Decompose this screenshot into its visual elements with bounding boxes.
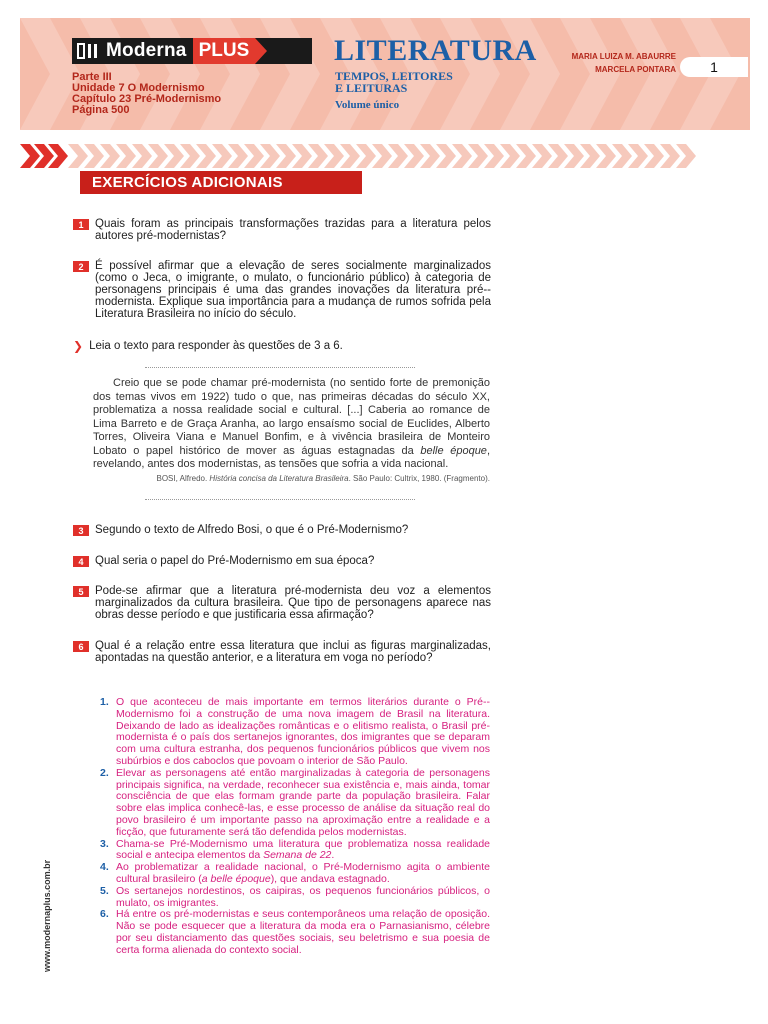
question-number: 5 <box>73 586 89 597</box>
logo-text: Moderna <box>106 40 187 61</box>
author-2: MARCELA PONTARA <box>595 65 676 74</box>
question-text: É possível afirmar que a elevação de seres socialmente marginalizados (como o Jeca, o imigrante, o mulato, o funcionário público) à categoria de personagens principais é uma das grandes inovações da literatura pré--modernista. Explique sua importância para a mudança de rumos sofrida pela Literatura Brasileira no início do século. <box>95 260 491 320</box>
crumb-page: Página 500 <box>72 104 130 116</box>
subtitle-line-1: TEMPOS, LEITORES <box>335 69 453 83</box>
answer-4-part-b: ), que andava estagnado. <box>270 872 390 885</box>
answer-text: Os sertanejos nordestinos, os caipiras, os pequenos funcionários públicos, o mulato, os imigrantes. <box>116 884 490 909</box>
answer-text: O que aconteceu de mais importante em termos literários durante o Pré--Modernismo foi a construção de uma nova imagem de Brasil na literatura. Deixando de lado as idealizações românticas e o elitismo realista, o Brasil pré-modernista é o país dos sertanejos ignorantes, dos imigrantes que se deparam com uma cultura estranha, dos pequenos funcionários públicos que vivem nos subúrbios e dos caboclos que povoam o interior de São Paulo. <box>116 696 490 767</box>
answer-2 <box>100 768 490 839</box>
book-title: LITERATURA <box>334 34 537 67</box>
section-chevron-strip <box>20 144 710 173</box>
question-text: Pode-se afirmar que a literatura pré-modernista deu voz a elementos marginalizados da cultura brasileira. Que tipo de personagens aparece nas obras desse período e que justificaria essa afirmação? <box>95 585 491 621</box>
quote-source <box>93 474 490 483</box>
question-number: 6 <box>73 641 89 652</box>
quote-part-1: Creio que se pode chamar pré-modernista (no sentido forte de premonição dos temas vivos em 1922) tudo o que, nas primeiras décadas do século XX, problematiza a nossa realidade social e cultural. [...] Caberia ao romance de Lima Barreto e de Graça Aranha, ao largo ensaísmo social de Euclides, Alberto Torres, Oliveira Viana e Manuel Bonfim, e à vivência brasileira de Monteiro Lobato o papel histórico de mover as águas estagnadas da <box>93 377 490 457</box>
question-3 <box>73 524 491 536</box>
answer-3-part-a: Chama-se Pré-Modernismo uma literatura que problematiza nossa realidade social e antecipa elementos da <box>116 837 490 862</box>
quoted-text <box>93 377 490 472</box>
quote-part-2: , revelando, antes dos modernistas, as tensões que sofria a vida nacional. <box>93 444 490 470</box>
source-rest: . São Paulo: Cultrix, 1980. (Fragmento). <box>348 474 490 483</box>
question-text: Segundo o texto de Alfredo Bosi, o que é o Pré-Modernismo? <box>95 524 409 536</box>
answer-number: 5. <box>100 884 109 897</box>
answer-1 <box>100 697 490 768</box>
author-1: MARIA LUIZA M. ABAURRE <box>571 52 676 61</box>
question-text: Qual seria o papel do Pré-Modernismo em sua época? <box>95 555 375 567</box>
source-title: História concisa da Literatura Brasileira <box>209 474 349 483</box>
subtitle-line-2: E LEITURAS <box>335 81 408 95</box>
page-number: 1 <box>680 57 748 77</box>
page-header <box>0 0 768 135</box>
answer-number: 2. <box>100 766 109 779</box>
answer-number: 6. <box>100 908 109 921</box>
side-url-text: www.modernaplus.com.br <box>42 859 52 972</box>
question-number: 4 <box>73 556 89 567</box>
answer-text <box>116 862 490 886</box>
quote-italic: belle époque <box>420 444 487 457</box>
question-1 <box>73 218 491 242</box>
quote-top-divider <box>145 367 415 368</box>
side-url <box>38 838 58 972</box>
crumb-part: Parte III <box>72 71 112 83</box>
moderna-plus-logo <box>72 38 312 64</box>
authors <box>572 50 676 76</box>
answer-4 <box>100 862 490 886</box>
answer-text: Elevar as personagens até então marginalizadas à categoria de personagens principais significa, na verdade, reconhecer sua existência e, mais ainda, tomar consciência de que elas formam grande parte da população brasileira. Falar sobre elas implica conhecê-las, e esse processo de análise da situação real do povo brasileiro é um importante passo na aproximação entre a realidade e a ficção, que futuramente será tão defendida pelos modernistas. <box>116 766 490 838</box>
chevron-right-icon: ❯ <box>73 339 84 353</box>
crumb-chapter: Capítulo 23 Pré-Modernismo <box>72 93 222 105</box>
logo-bars-icon <box>72 38 106 64</box>
answer-text <box>116 839 490 863</box>
question-2 <box>73 260 491 320</box>
source-author: BOSI, Alfredo. <box>156 474 210 483</box>
question-text: Qual é a relação entre essa literatura que inclui as figuras marginalizadas, apontadas na questão anterior, e a literatura em voga no período? <box>95 640 491 664</box>
question-5 <box>73 585 491 621</box>
logo-arrow-icon <box>255 38 267 64</box>
answer-4-part-a: Ao problematizar a realidade nacional, o Pré-Modernismo agita o ambiente cultural brasileiro ( <box>116 861 490 885</box>
book-volume: Volume único <box>335 99 400 111</box>
answer-4-italic: a belle époque <box>201 872 271 885</box>
section-title: EXERCÍCIOS ADICIONAIS <box>80 171 362 194</box>
question-text: Quais foram as principais transformações trazidas para a literatura pelos autores pré-modernistas? <box>95 218 491 242</box>
instruction-text: Leia o texto para responder às questões de 3 a 6. <box>89 340 343 352</box>
answer-5 <box>100 886 490 910</box>
question-6 <box>73 640 491 664</box>
quote-bottom-divider <box>145 499 415 500</box>
answer-3-part-b: . <box>331 849 335 862</box>
question-number: 2 <box>73 261 89 272</box>
question-number: 1 <box>73 219 89 230</box>
breadcrumb <box>72 72 221 116</box>
question-4 <box>73 555 491 567</box>
answer-6 <box>100 909 490 956</box>
answer-number: 4. <box>100 861 109 874</box>
crumb-unit: Unidade 7 O Modernismo <box>72 82 205 94</box>
book-subtitle <box>335 70 453 94</box>
answer-text: Há entre os pré-modernistas e seus contemporâneos uma relação de oposição. Não se pode esquecer que a literatura da moda era o Parnasianismo, célebre por seu distanciamento das questões sociais, seu beletrismo e sua poesia de certa forma alienada do contexto social. <box>116 908 490 956</box>
answer-number: 1. <box>100 696 109 708</box>
quote-paragraph <box>93 377 490 472</box>
logo-plus: PLUS <box>193 38 256 64</box>
answer-3 <box>100 839 490 863</box>
answer-number: 3. <box>100 837 109 850</box>
question-number: 3 <box>73 525 89 536</box>
reading-instruction <box>73 339 343 353</box>
answer-3-italic: Semana de 22 <box>263 849 332 862</box>
answer-key <box>100 697 490 957</box>
